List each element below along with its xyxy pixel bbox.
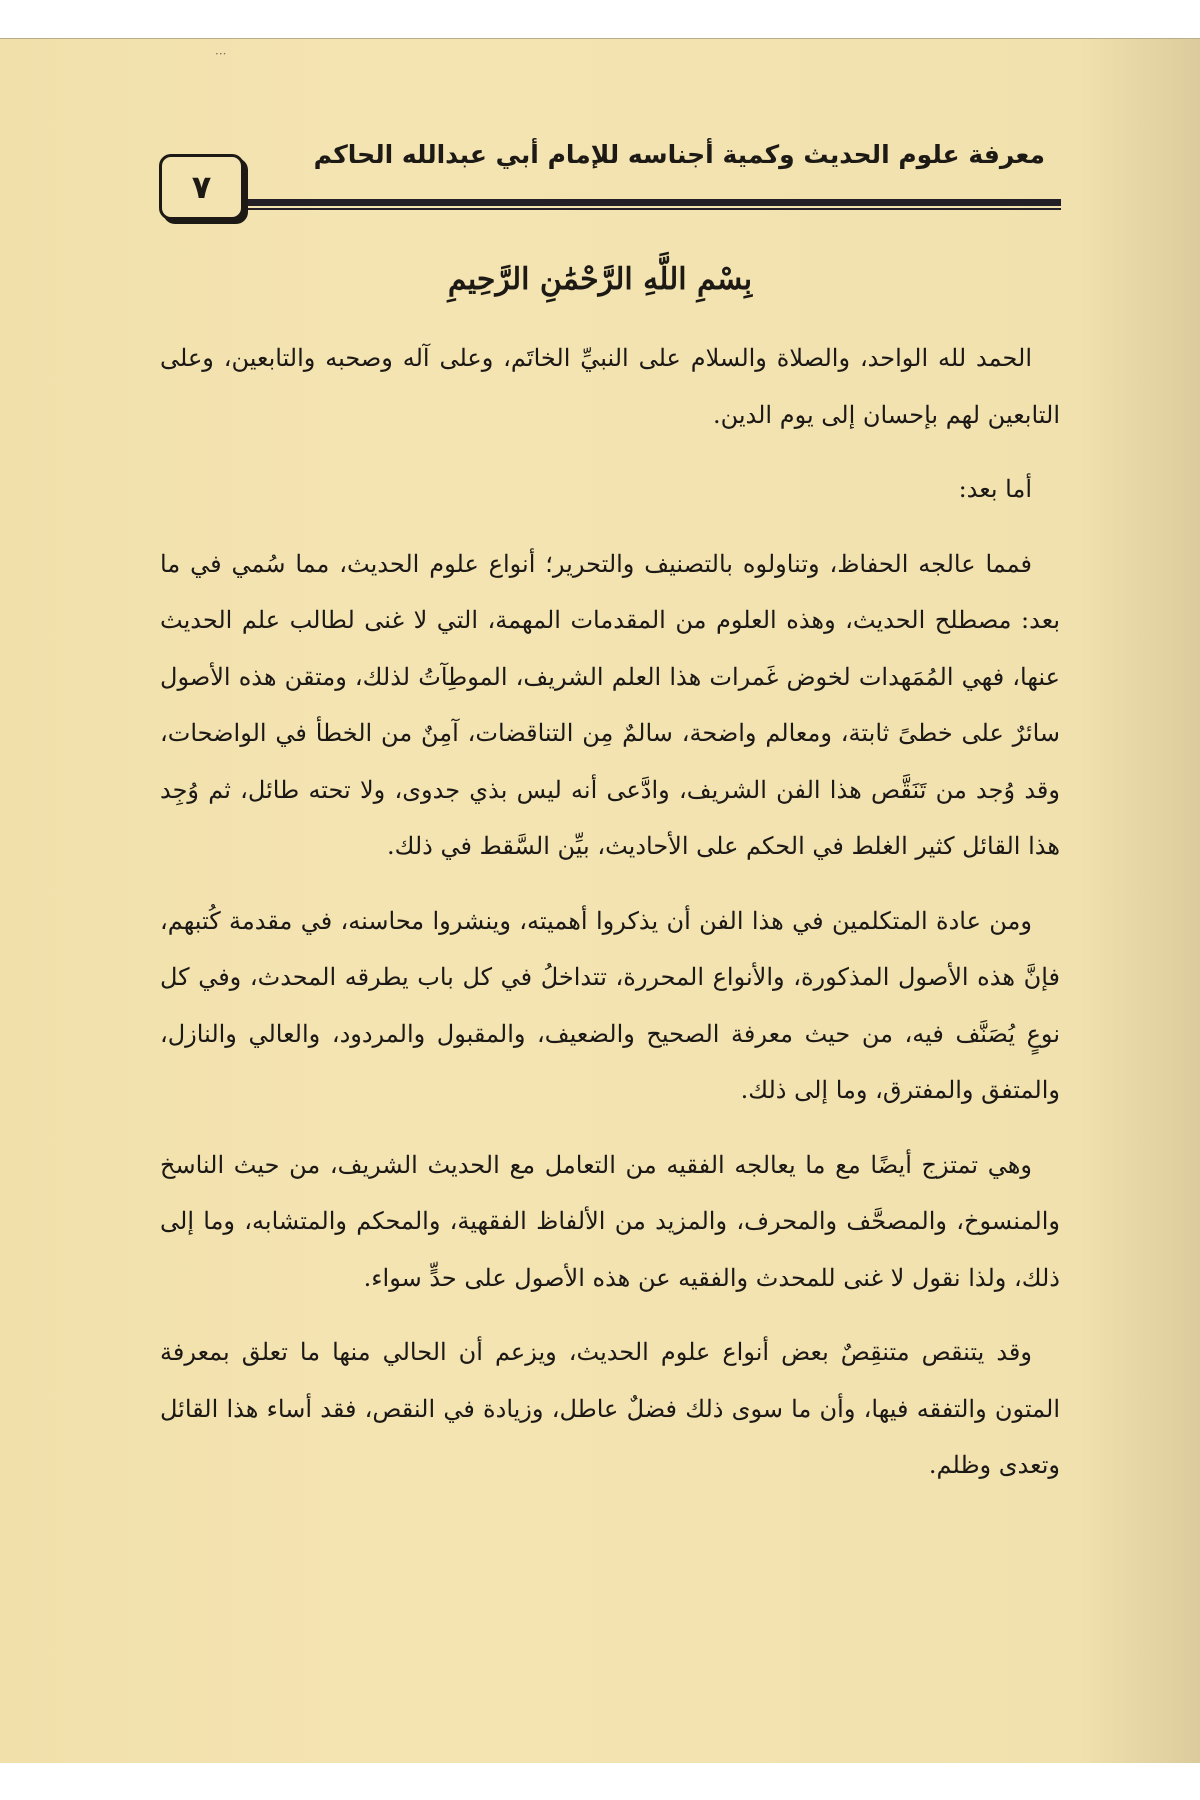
basmala: بِسْمِ اللَّهِ الرَّحْمَٰنِ الرَّحِيمِ — [447, 262, 753, 297]
header-rule — [248, 199, 1061, 210]
page-number-frame — [159, 154, 244, 220]
paragraph-intro: فمما عالجه الحفاظ، وتناولوه بالتصنيف والتحرير؛ أنواع علوم الحديث، مما سُمي في ما بعد: مصطلح الحديث، وهذه العلوم من المقدمات المهمة، التي لا غنى لطالب علم الحديث عنها، فهي المُمَهدات لخوض غَمرات هذا العلم الشريف، الموطِآتُ لذلك، ومتقن هذه الأصول سائرٌ على خطىً ثابتة، ومعالم واضحة، سالمٌ مِن التناقضات، آمِنٌ من الخطأ في الواضحات، وقد وُجد من تَنَقَّص هذا الفن الشريف، وادَّعى أنه ليس بذي جدوى، ولا تحته طائل، ثم وُجِد هذا القائل كثير الغلط في الحكم على الأحاديث، بيِّن السَّقط في ذلك. — [160, 549, 1060, 860]
page-number: ٧ — [191, 168, 212, 206]
paragraph-praise: الحمد لله الواحد، والصلاة والسلام على النبيِّ الخاتَم، وعلى آله وصحبه والتابعين، وعلى التابعين لهم بإحسان إلى يوم الدين. — [160, 344, 1060, 429]
page-header — [155, 130, 1065, 230]
running-title: معرفة علوم الحديث وكمية أجناسه للإمام أبي عبدالله الحاكم — [313, 140, 1045, 169]
body-text — [160, 330, 1060, 1512]
paragraph-critic: وقد يتنقص متنقِصٌ بعض أنواع علوم الحديث، ويزعم أن الحالي منها ما تعلق بمعرفة المتون والتفقه فيها، وأن ما سوى ذلك فضلٌ عاطل، وزيادة في النقص، فقد أساء هذا القائل وتعدى وظلم. — [160, 1338, 1060, 1479]
paragraph-amma-bad: أما بعد: — [958, 475, 1032, 503]
paragraph-fiqh: وهي تمتزج أيضًا مع ما يعالجه الفقيه من التعامل مع الحديث الشريف، من حيث الناسخ والمنسوخ، والمصحَّف والمحرف، والمزيد من الألفاظ الفقهية، والمحكم والمتشابه، وما إلى ذلك، ولذا نقول لا غنى للمحدث والفقيه عن هذه الأصول على حدٍّ سواء. — [160, 1150, 1060, 1292]
paper-speck: ··· — [215, 47, 227, 61]
paragraph-custom: ومن عادة المتكلمين في هذا الفن أن يذكروا أهميته، وينشروا محاسنه، في مقدمة كُتبهم، فإنَّ هذه الأصول المذكورة، والأنواع المحررة، تتداخلُ في كل باب يطرقه المحدث، وفي كل نوعٍ يُصَنَّف فيه، من حيث معرفة الصحيح والضعيف، والمقبول والمردود، والعالي والنازل، والمتفق والمفترق، وما إلى ذلك. — [160, 906, 1060, 1104]
